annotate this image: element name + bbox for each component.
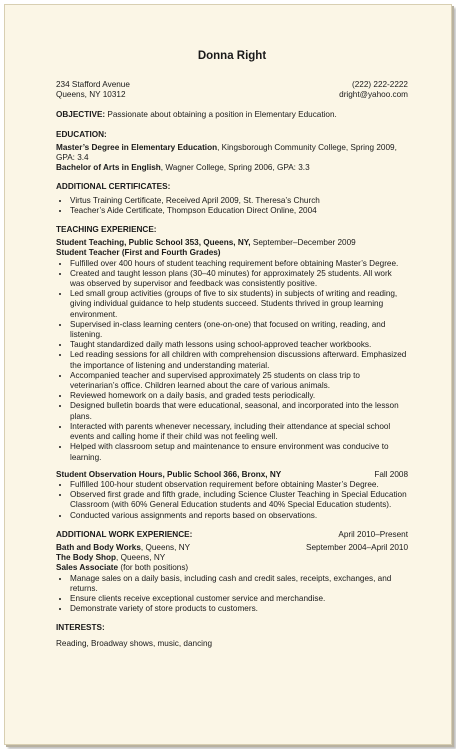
job-dates: September–December 2009: [250, 238, 356, 248]
objective-text: Passionate about obtaining a position in Elementary Education.: [105, 110, 337, 120]
certificates-heading: ADDITIONAL CERTIFICATES:: [56, 182, 171, 192]
interests-section: [56, 623, 408, 648]
employer-line: [56, 543, 408, 553]
objective-label: OBJECTIVE:: [56, 110, 106, 120]
job-title-line: [56, 238, 408, 248]
bullet-item: • Reviewed homework on a daily basis, and graded tests periodically.: [70, 391, 408, 401]
employer-1: Bath and Body Works, Queens, NY: [56, 542, 191, 552]
contact-info: [339, 80, 408, 100]
contact-block: [56, 80, 408, 100]
bullet-item: • Created and taught lesson plans (30–40 minutes) for approximately 25 students. All work was observed by supervisor and feedback was consistently positive.: [70, 269, 408, 289]
email-address: dright@yahoo.com: [339, 90, 408, 100]
objective-section: [56, 110, 408, 120]
degree-detail: , Kingsborough Community College, Spring 2009, GPA: 3.4: [56, 142, 397, 163]
bullet-item: • Demonstrate variety of store products to customers.: [70, 604, 408, 614]
bullet-item: • Observed first grade and fifth grade, including Science Cluster Teaching in Special Education Classroom (with 60% General Education students and 40% Special Education students).: [70, 490, 408, 510]
bullet-item: • Fulfilled 100-hour student observation requirement before obtaining Master’s Degree.: [70, 480, 408, 490]
street-address: 234 Stafford Avenue: [56, 80, 130, 89]
candidate-name: Donna Right: [197, 50, 267, 62]
resume-card: [4, 4, 452, 745]
observation-section: [56, 470, 408, 521]
bullet-item: • Accompanied teacher and supervised approximately 25 students on class trip to veterinarian’s office. Children learned about the care of various animals.: [70, 371, 408, 391]
job-title: Student Observation Hours, Public School 366, Bronx, NY: [56, 469, 282, 479]
bullet-item: • Manage sales on a daily basis, including cash and credit sales, receipts, exchanges, and returns.: [70, 574, 408, 594]
work-dates-2: September 2004–April 2010: [306, 542, 408, 552]
bullet-item: • Taught standardized daily math lessons using school-approved teacher workbooks.: [70, 340, 408, 350]
interests-text: Reading, Broadway shows, music, dancing: [56, 638, 213, 648]
certificate-item: • Virtus Training Certificate, Received April 2009, St. Theresa’s Church: [70, 196, 408, 206]
degree-name: Master’s Degree in Elementary Education: [56, 142, 218, 152]
interests-heading: INTERESTS:: [56, 623, 105, 633]
degree-name: Bachelor of Arts in English: [56, 163, 161, 173]
certificate-item: • Teacher’s Aide Certificate, Thompson Education Direct Online, 2004: [70, 206, 408, 216]
phone-number: (222) 222-2222: [352, 80, 408, 89]
work-dates-1: April 2010–Present: [338, 529, 408, 539]
bullet-item: • Helped with classroom setup and maintenance to ensure environment was conducive to learning.: [70, 442, 408, 462]
teaching-section: [56, 225, 408, 463]
work-section: [56, 530, 408, 615]
certificates-section: [56, 182, 408, 216]
bullet-item: • Conducted various assignments and reports based on observations.: [70, 511, 408, 521]
education-section: [56, 130, 408, 174]
bullet-item: • Interacted with parents whenever necessary, including their attendance at special school events and calling home if their child was not feeling well.: [70, 422, 408, 442]
work-heading-line: [56, 530, 408, 543]
work-role: Sales Associate (for both positions): [56, 563, 189, 573]
job-dates: Fall 2008: [374, 469, 408, 479]
job-title: Student Teaching, Public School 353, Queens, NY,: [56, 238, 251, 248]
job-title-line: [56, 470, 408, 480]
education-heading: EDUCATION:: [56, 129, 107, 139]
work-heading: ADDITIONAL WORK EXPERIENCE:: [56, 529, 193, 539]
bullet-item: • Designed bulletin boards that were educational, seasonal, and incorporated into the lesson plans.: [70, 401, 408, 421]
resume-page: [56, 49, 408, 649]
teaching-heading: TEACHING EXPERIENCE:: [56, 225, 157, 235]
bullet-item: • Led small group activities (groups of five to six students) in subjects of writing and reading, giving individual guidance to help students succeed. Students thrived in group learning environment.: [70, 289, 408, 320]
education-entry: [56, 143, 408, 163]
bullet-item: • Ensure clients receive exceptional customer service and merchandise.: [70, 594, 408, 604]
job-role: Student Teacher (First and Fourth Grades): [56, 248, 221, 258]
bullet-item: • Led reading sessions for all children with comprehension discussions afterward. Emphasized the importance of listening and understanding material.: [70, 350, 408, 370]
job-bullets: [56, 259, 408, 463]
job-bullets: [56, 480, 408, 521]
education-entry: [56, 163, 408, 173]
employer-2: The Body Shop, Queens, NY: [56, 553, 166, 563]
certificates-list: [56, 196, 408, 216]
address: [56, 80, 130, 100]
degree-detail: , Wagner College, Spring 2006, GPA: 3.3: [160, 163, 310, 173]
bullet-item: • Supervised in-class learning centers (one-on-one) that focused on writing, reading, and listening.: [70, 320, 408, 340]
bullet-item: • Fulfilled over 400 hours of student teaching requirement before obtaining Master’s Degree.: [70, 259, 408, 269]
work-bullets: [56, 574, 408, 615]
city-state-zip: Queens, NY 10312: [56, 90, 126, 100]
